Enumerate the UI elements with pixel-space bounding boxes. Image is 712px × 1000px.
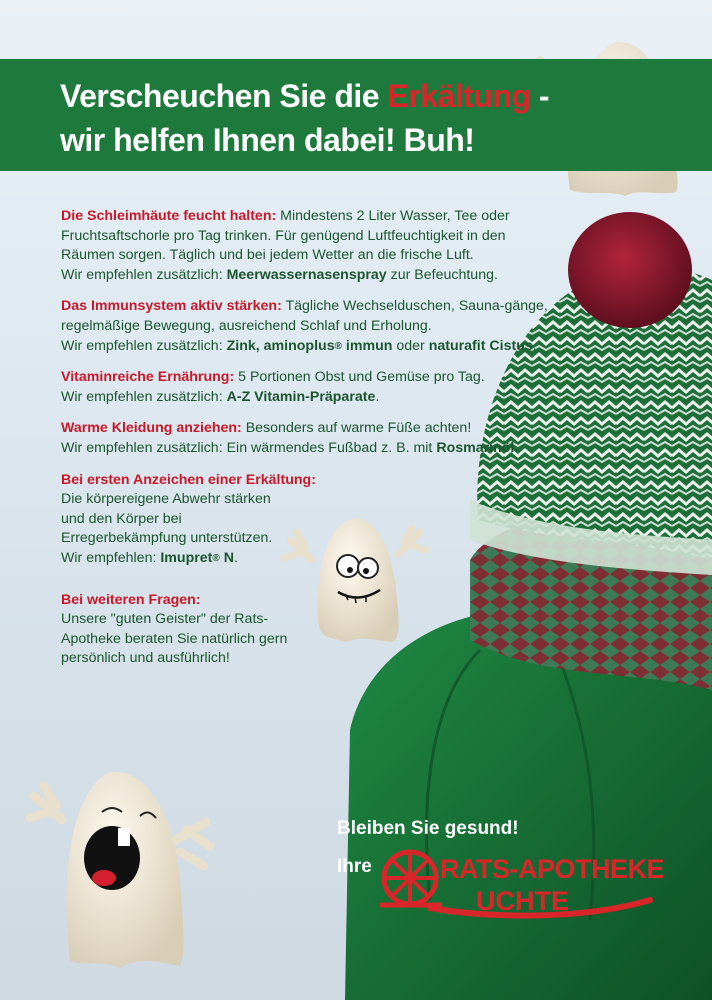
tip-section-immune bbox=[61, 297, 551, 356]
tip-product: immun bbox=[341, 337, 393, 354]
headline bbox=[60, 74, 580, 162]
tip-text: Besonders auf warme Füße achten! bbox=[241, 420, 472, 437]
tip-text: Unsere "guten Geister" der Rats-Apotheke beraten Sie natürlich gern persönlich und ausführlich! bbox=[61, 611, 288, 667]
tip-connector: oder bbox=[392, 337, 429, 354]
tip-text: Tägliche Wechselduschen, Sauna-gänge, regelmäßige Bewegung, ausreichend Schlaf und Erholung. bbox=[61, 298, 548, 334]
tip-product: naturafit Cistus bbox=[428, 337, 533, 354]
tip-recommendation-prefix: Wir empfehlen: bbox=[61, 549, 161, 566]
headline-line-2: wir helfen Ihnen dabei! Buh! bbox=[60, 122, 475, 158]
headline-part-1: Verscheuchen Sie die bbox=[60, 78, 388, 114]
logo-name: RATS-APOTHEKE bbox=[440, 854, 665, 884]
tip-recommendation-suffix: . bbox=[532, 337, 537, 354]
tip-recommendation-suffix: . bbox=[233, 549, 238, 566]
tip-recommendation-suffix: . bbox=[514, 439, 519, 456]
headline-dash: - bbox=[530, 78, 550, 114]
tip-heading: Bei weiteren Fragen: bbox=[61, 591, 201, 608]
tip-recommendation-suffix: zur Befeuchtung. bbox=[386, 266, 498, 283]
tip-recommendation-prefix: Wir empfehlen zusätzlich: bbox=[61, 388, 227, 405]
closing-line-2: Ihre bbox=[337, 856, 372, 877]
tip-heading: Die Schleimhäute feucht halten: bbox=[61, 208, 277, 224]
logo-city: UCHTE bbox=[476, 886, 569, 916]
closing-line-1: Bleiben Sie gesund! bbox=[337, 818, 519, 839]
tip-section-first-signs bbox=[61, 471, 551, 569]
tip-product: N bbox=[219, 549, 234, 566]
tip-product: A-Z Vitamin-Präparate bbox=[226, 388, 376, 405]
headline-highlight: Erkältung bbox=[387, 78, 531, 114]
tip-text: 5 Portionen Obst und Gemüse pro Tag. bbox=[234, 369, 485, 386]
tip-recommendation-prefix: Wir empfehlen zusätzlich: bbox=[61, 266, 227, 283]
tip-text: Die körpereigene Abwehr stärken und den Körper bei Erregerbekämpfung unterstützen. bbox=[61, 491, 273, 547]
tip-section-clothing bbox=[61, 419, 551, 458]
tip-product: Rosmarinöl bbox=[436, 439, 515, 456]
tip-recommendation-prefix: Wir empfehlen zusätzlich: Ein wärmendes Fußbad z. B. mit bbox=[61, 439, 437, 456]
tip-recommendation-prefix: Wir empfehlen zusätzlich: bbox=[61, 337, 227, 354]
tip-section-questions bbox=[61, 591, 551, 669]
tip-product: Zink, aminoplus bbox=[226, 337, 335, 354]
tip-section-mucous bbox=[61, 207, 551, 285]
tip-product: Imupret bbox=[160, 549, 213, 566]
ghost-bottom-left bbox=[30, 772, 210, 968]
tip-heading: Das Immunsystem aktiv stärken: bbox=[61, 298, 282, 315]
tip-product: Meerwassernasenspray bbox=[226, 266, 387, 283]
tip-section-vitamins bbox=[61, 368, 551, 407]
tip-text: Mindestens 2 Liter Wasser, Tee oder Fruchtsaftschorle pro Tag trinken. Für genügend Luftfeuchtigkeit in den Räumen sorgen. Täglich und bei jedem Wetter an die frische Luft. bbox=[61, 208, 510, 264]
tip-heading: Warme Kleidung anziehen: bbox=[61, 420, 242, 437]
tip-heading: Vitaminreiche Ernährung: bbox=[61, 369, 235, 386]
tip-heading: Bei ersten Anzeichen einer Erkältung: bbox=[61, 471, 316, 488]
registered-mark: ® bbox=[212, 552, 220, 564]
pompom bbox=[568, 212, 692, 328]
registered-mark: ® bbox=[334, 340, 342, 352]
tip-recommendation-suffix: . bbox=[375, 388, 380, 405]
tips-content bbox=[61, 207, 551, 681]
